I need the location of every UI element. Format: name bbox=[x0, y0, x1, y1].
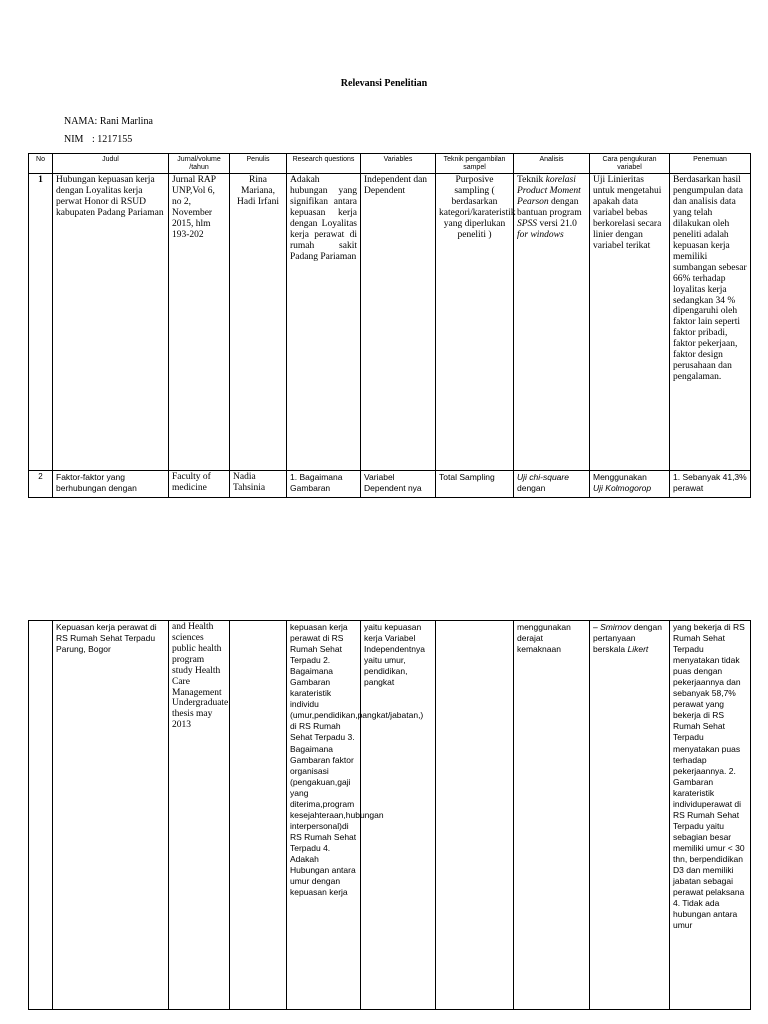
cont-no bbox=[29, 621, 53, 1010]
row2-judul: Faktor-faktor yang berhubungan dengan bbox=[53, 471, 169, 498]
row1-penemuan: Berdasarkan hasil pengumpulan data dan analisis data yang telah dilakukan oleh peneliti adalah kepuasan kerja memiliki sumbangan sebesar 66% terhadap loyalitas kerja sedangkan 34 % dipengaruhi oleh faktor lain seperti faktor pribadi, faktor pekerjaan, faktor design perusahaan dan pengalaman. bbox=[670, 174, 751, 471]
row2-jurnal: Faculty of medicine bbox=[169, 471, 230, 498]
cont-jurnal: and Health sciences public health program study Health Care Management Undergraduate thesis may 2013 bbox=[169, 621, 230, 1010]
row2-penulis: Nadia Tahsinia bbox=[230, 471, 287, 498]
row1-analisis-text: Teknik bbox=[517, 175, 546, 186]
cont-variables: yaitu kepuasan kerja Variabel Independentnya yaitu umur, pendidikan, pangkat bbox=[361, 621, 436, 1010]
table-header-row bbox=[29, 154, 751, 174]
cont-teknik bbox=[436, 621, 514, 1010]
row2-teknik: Total Sampling bbox=[436, 471, 514, 498]
research-table bbox=[28, 153, 751, 498]
row1-variables: Independent dan Dependent bbox=[361, 174, 436, 471]
row1-analisis-text2: dengan bantuan program bbox=[517, 197, 582, 219]
header-variables: Variables bbox=[361, 154, 436, 174]
row2-analisis bbox=[514, 471, 590, 498]
row1-research: Adakah hubungan yang signifikan antara kepuasan kerja dengan Loyalitas kerja perawat di rumah sakit Padang Pariaman bbox=[287, 174, 361, 471]
header-no: No bbox=[29, 154, 53, 174]
table-row bbox=[29, 621, 751, 1010]
row1-penulis: Rina Mariana, Hadi Irfani bbox=[230, 174, 287, 471]
row2-variables: Variabel Dependent nya bbox=[361, 471, 436, 498]
row2-cara-text: Menggunakan bbox=[593, 472, 647, 483]
cont-cara-test: – Smirnov bbox=[593, 622, 632, 632]
header-jurnal: Jurnal/volume /tahun bbox=[169, 154, 230, 174]
row2-no: 2 bbox=[29, 471, 53, 498]
header-analisis: Analisis bbox=[514, 154, 590, 174]
cont-cara bbox=[590, 621, 670, 1010]
cont-cara-text: dengan pertanyaan berskala bbox=[593, 622, 662, 655]
row2-cara-test: Uji Kolmogorop bbox=[593, 483, 652, 494]
row1-judul: Hubungan kepuasan kerja dengan Loyalitas kerja perwat Honor di RSUD kabupaten Padang Pariaman bbox=[53, 174, 169, 471]
cont-cara-scale: Likert bbox=[627, 644, 649, 655]
row2-penemuan: 1. Sebanyak 41,3% perawat bbox=[670, 471, 751, 498]
row2-cara bbox=[590, 471, 670, 498]
row1-jurnal: Jurnal RAP UNP,Vol 6, no 2, November 2015, hlm 193-202 bbox=[169, 174, 230, 471]
header-cara: Cara pengukuran variabel bbox=[590, 154, 670, 174]
row1-analisis-program: SPSS bbox=[517, 219, 538, 230]
row2-analisis-method: Uji chi-square bbox=[517, 472, 569, 483]
header-penulis: Penulis bbox=[230, 154, 287, 174]
cont-analisis: menggunakan derajat kemaknaan bbox=[514, 621, 590, 1010]
nim-value: : 1217155 bbox=[92, 134, 133, 145]
row1-cara: Uji Linieritas untuk mengetahui apakah data variabel bebas berkorelasi secara linier dengan variabel terikat bbox=[590, 174, 670, 471]
cont-judul: Kepuasan kerja perawat di RS Rumah Sehat Terpadu Parung, Bogor bbox=[53, 621, 169, 1010]
header-research: Research questions bbox=[287, 154, 361, 174]
header-penemuan: Penemuan bbox=[670, 154, 751, 174]
row1-analisis-platform: for windows bbox=[517, 229, 564, 240]
cont-research: kepuasan kerja perawat di RS Rumah Sehat Terpadu 2. Bagaimana Gambaran karateristik individu (umur,pendidikan,pangkat/jabatan,) di RS Rumah Sehat Terpadu 3. Bagaimana Gambaran faktor organisasi (pengakuan,gaji yang diterima,program kesejahteraan,hubungan interpersonal)di RS Rumah Sehat Terpadu 4. Adakah Hubungan antara umur dengan kepuasan kerja bbox=[287, 621, 361, 1010]
table-row bbox=[29, 471, 751, 498]
nim-label: NIM bbox=[64, 134, 84, 145]
cont-penemuan: yang bekerja di RS Rumah Sehat Terpadu menyatakan tidak puas dengan pekerjaannya dan sebanyak 58,7% perawat yang bekerja di RS Rumah Sehat Terpadu menyatakan puas terhadap pekerjaannya. 2. Gambaran karateristik individuperawat di RS Rumah Sehat Terpadu yaitu sebagian besar memiliki umur < 30 thn, berpendidikan D3 dan memiliki jabatan sebagai perawat pelaksana 4. Tidak ada hubungan antara umur bbox=[670, 621, 751, 1010]
row1-analisis bbox=[514, 174, 590, 471]
row1-analisis-text3: versi 21.0 bbox=[537, 219, 577, 230]
row2-analisis-text: dengan bbox=[517, 483, 546, 494]
row2-research: 1. Bagaimana Gambaran bbox=[287, 471, 361, 498]
row1-analisis-method: korelasi Product Moment Pearson bbox=[517, 175, 581, 208]
header-judul: Judul bbox=[53, 154, 169, 174]
student-nim bbox=[64, 134, 132, 145]
page-title: Relevansi Penelitian bbox=[340, 78, 428, 89]
row1-teknik: Purposive sampling ( berdasarkan kategori/karateristik yang diperlukan peneliti ) bbox=[436, 174, 514, 471]
research-table-continued bbox=[28, 620, 751, 1010]
table-row bbox=[29, 174, 751, 471]
cont-penulis bbox=[230, 621, 287, 1010]
header-teknik: Teknik pengambilan sampel bbox=[436, 154, 514, 174]
student-name: NAMA: Rani Marlina bbox=[64, 116, 153, 127]
row1-no: 1 bbox=[29, 174, 53, 471]
